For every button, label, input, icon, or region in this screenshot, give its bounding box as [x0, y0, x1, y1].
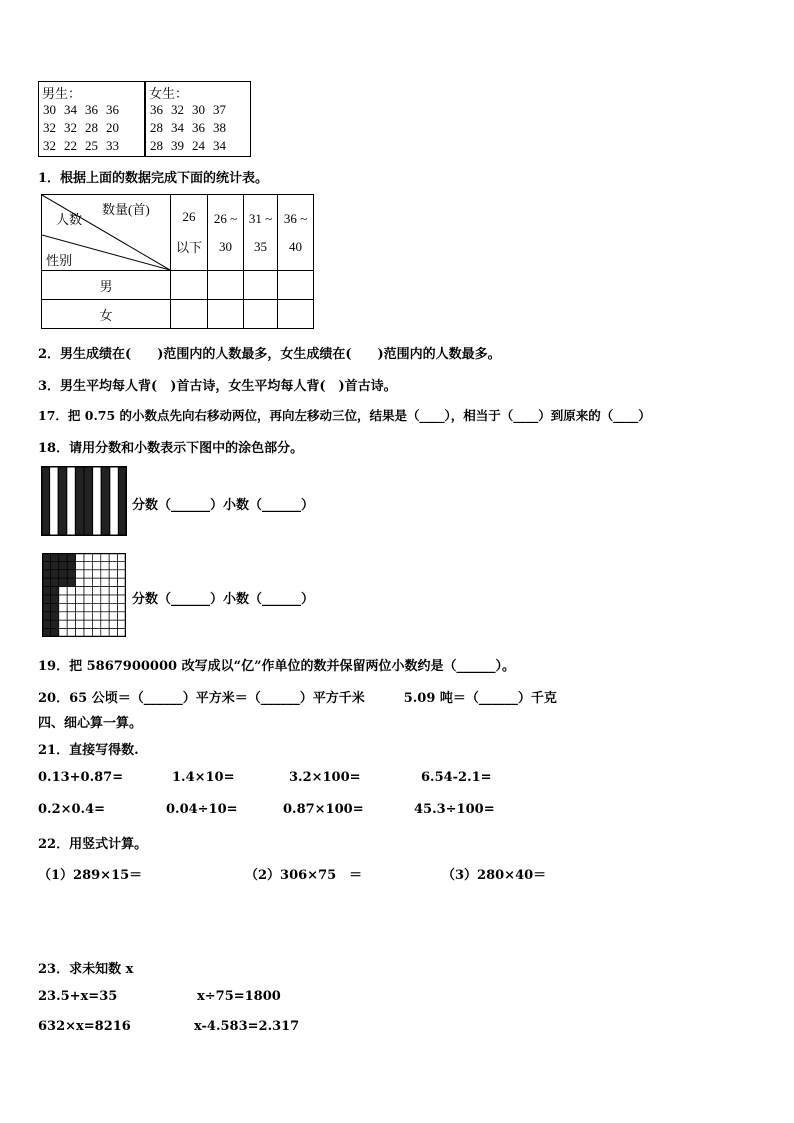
girls-score-table [146, 101, 230, 155]
grid-cell [42, 603, 50, 611]
girls-label: 女生： [149, 87, 189, 102]
grid-cell [76, 629, 84, 637]
q23-item: 632×x=8216 [38, 1019, 131, 1034]
score-cell: 36 [192, 120, 205, 135]
grid-cell [42, 629, 50, 637]
grid-cell [92, 612, 100, 620]
grid-cell [84, 595, 92, 603]
grid-cell [118, 629, 126, 637]
q22-item: （1）289×15＝ [38, 868, 143, 883]
stripe [84, 466, 93, 536]
grid-cell [118, 570, 126, 578]
col-header-3: 31 ~ 35 [244, 195, 278, 271]
score-row [146, 101, 230, 119]
grid-cell [59, 553, 67, 561]
q21-item: 6.54-2.1= [421, 770, 492, 785]
cell-empty[interactable] [171, 271, 208, 300]
grid-cell [92, 578, 100, 586]
q21-item: 3.2×100= [289, 770, 361, 785]
score-row [146, 119, 230, 137]
grid-cell [67, 570, 75, 578]
grid-cell [109, 620, 117, 628]
cell-empty[interactable] [278, 271, 314, 300]
grid-cell [76, 620, 84, 628]
q22-item: （2）306×75 ＝ [245, 868, 363, 883]
score-row [39, 137, 123, 155]
grid-cell [50, 612, 58, 620]
grid-cell [101, 629, 109, 637]
score-cell: 39 [171, 138, 184, 153]
grid-cell [76, 595, 84, 603]
q23-item: x-4.583=2.317 [194, 1019, 300, 1034]
boys-score-table [39, 101, 123, 155]
score-cell: 28 [85, 120, 98, 135]
grid-cell [59, 603, 67, 611]
question-23: 23．求未知数 x [38, 962, 134, 977]
grid-cell [76, 578, 84, 586]
grid-cell [67, 561, 75, 569]
q21-item: 0.87×100= [283, 802, 364, 817]
question-3: 3．男生平均每人背( )首古诗，女生平均每人背( )首古诗。 [38, 379, 397, 394]
grid-cell [101, 595, 109, 603]
stripe [75, 466, 84, 536]
grid-cell [67, 595, 75, 603]
grid-cell [101, 570, 109, 578]
boys-score-box [38, 81, 145, 157]
score-cell: 25 [85, 138, 98, 153]
q21-item: 0.04÷10= [166, 802, 238, 817]
grid-cell [101, 587, 109, 595]
grid-cell [84, 561, 92, 569]
grid-cell [76, 553, 84, 561]
grid-cell [42, 578, 50, 586]
grid-cell [59, 620, 67, 628]
grid-cell [109, 612, 117, 620]
score-cell: 32 [171, 102, 184, 117]
cell-empty[interactable] [244, 300, 278, 329]
cell-empty[interactable] [244, 271, 278, 300]
q21-item: 0.13+0.87= [38, 770, 124, 785]
stripe [101, 466, 110, 536]
grid-cell [42, 570, 50, 578]
row-label-boys: 男 [42, 271, 171, 300]
col-header-1: 26 以下 [171, 195, 208, 271]
q21-item: 0.2×0.4= [38, 802, 106, 817]
score-cell: 28 [150, 138, 163, 153]
stripe [50, 466, 59, 536]
grid-cell [92, 603, 100, 611]
grid-cell [59, 561, 67, 569]
grid-cell [118, 603, 126, 611]
striped-rectangle-figure [41, 466, 127, 536]
question-1: 1．根据上面的数据完成下面的统计表。 [38, 171, 269, 186]
stripe [93, 466, 102, 536]
grid-cell [109, 629, 117, 637]
q21-item: 45.3÷100= [414, 802, 495, 817]
grid-cell [42, 595, 50, 603]
grid-cell [76, 570, 84, 578]
grid-cell [42, 620, 50, 628]
grid-cell [76, 587, 84, 595]
question-2: 2．男生成绩在( )范围内的人数最多，女生成绩在( )范围内的人数最多。 [38, 347, 501, 362]
grid-cell [42, 553, 50, 561]
grid-cell [59, 587, 67, 595]
grid-cell [67, 587, 75, 595]
score-row [39, 101, 123, 119]
grid-cell [101, 620, 109, 628]
question-20: 20．65 公顷＝（______）平方米＝（______）平方千米 5.09 吨＝（______）千克 [38, 691, 557, 706]
diag-top-label: 数量(首) [102, 202, 150, 217]
grid-cell [84, 553, 92, 561]
grid-cell [101, 612, 109, 620]
grid-cell [92, 587, 100, 595]
figure-1-answer-label: 分数（______）小数（______） [132, 498, 315, 513]
score-cell: 34 [171, 120, 184, 135]
question-19: 19．把 5867900000 改写成以“亿”作单位的数并保留两位小数约是（______）。 [38, 659, 516, 674]
grid-cell [92, 629, 100, 637]
grid-cell [50, 587, 58, 595]
grid-cell [67, 629, 75, 637]
score-cell: 34 [213, 138, 226, 153]
cell-empty[interactable] [208, 271, 244, 300]
score-cell: 34 [64, 102, 77, 117]
grid-cell [84, 629, 92, 637]
stripe [67, 466, 76, 536]
grid-cell [67, 612, 75, 620]
score-cell: 28 [150, 120, 163, 135]
grid-cell [50, 603, 58, 611]
score-cell: 30 [43, 102, 56, 117]
grid-cell [59, 629, 67, 637]
grid-cell [84, 570, 92, 578]
grid-cell [76, 603, 84, 611]
row-label-girls: 女 [42, 300, 171, 329]
grid-cell [101, 578, 109, 586]
diagonal-header-cell [42, 195, 171, 271]
grid-cell [109, 570, 117, 578]
grid-cell [118, 620, 126, 628]
grid-cell [92, 620, 100, 628]
score-cell: 37 [213, 102, 226, 117]
grid-cell [50, 553, 58, 561]
score-cell: 36 [106, 102, 119, 117]
question-18: 18．请用分数和小数表示下图中的涂色部分。 [38, 441, 304, 456]
score-cell: 32 [43, 138, 56, 153]
stripe [110, 466, 119, 536]
grid-cell [50, 629, 58, 637]
grid-cell [84, 620, 92, 628]
grid-cell [84, 578, 92, 586]
grid-cell [92, 553, 100, 561]
score-cell: 20 [106, 120, 119, 135]
figure-2-answer-label: 分数（______）小数（______） [132, 592, 315, 607]
score-cell: 32 [64, 120, 77, 135]
q23-item: 23.5+x=35 [38, 989, 118, 1004]
grid-cell [118, 578, 126, 586]
grid-cell [42, 612, 50, 620]
score-cell: 33 [106, 138, 119, 153]
question-21: 21．直接写得数. [38, 743, 139, 758]
grid-cell [59, 612, 67, 620]
score-cell: 22 [64, 138, 77, 153]
grid-cell [109, 561, 117, 569]
grid-cell [67, 620, 75, 628]
score-row [39, 119, 123, 137]
grid-cell [109, 578, 117, 586]
grid-cell [118, 553, 126, 561]
grid-cell [84, 587, 92, 595]
grid-cell [101, 553, 109, 561]
cell-empty[interactable] [208, 300, 244, 329]
girls-score-box [145, 81, 251, 157]
grid-cell [67, 603, 75, 611]
grid-cell [84, 612, 92, 620]
diag-bottom-label: 性别 [46, 253, 73, 268]
grid-cell [118, 587, 126, 595]
grid-cell [50, 570, 58, 578]
score-cell: 36 [150, 102, 163, 117]
question-17: 17．把 0.75 的小数点先向右移动两位，再向左移动三位，结果是（____），相当于（____）到原来的（____） [38, 408, 651, 423]
section-4-heading: 四、细心算一算。 [38, 716, 143, 731]
grid-cell [42, 587, 50, 595]
question-22: 22．用竖式计算。 [38, 837, 148, 852]
stripe [58, 466, 67, 536]
grid-cell [118, 561, 126, 569]
grid-cell [50, 620, 58, 628]
grid-cell [76, 612, 84, 620]
score-cell: 38 [213, 120, 226, 135]
q23-item: x÷75=1800 [197, 989, 281, 1004]
grid-cell [84, 603, 92, 611]
statistics-table [41, 194, 314, 329]
cell-empty[interactable] [278, 300, 314, 329]
grid-cell [109, 587, 117, 595]
boys-label: 男生： [42, 87, 82, 102]
grid-cell [59, 578, 67, 586]
grid-cell [42, 561, 50, 569]
grid-cell [118, 595, 126, 603]
score-cell: 36 [85, 102, 98, 117]
grid-cell [59, 570, 67, 578]
grid-cell [109, 595, 117, 603]
col-header-2: 26 ~ 30 [208, 195, 244, 271]
grid-cell [67, 578, 75, 586]
grid-cell [109, 603, 117, 611]
cell-empty[interactable] [171, 300, 208, 329]
grid-cell [50, 595, 58, 603]
grid-cell [67, 553, 75, 561]
score-cell: 32 [43, 120, 56, 135]
col-header-4: 36 ~ 40 [278, 195, 314, 271]
grid-cell [109, 553, 117, 561]
grid-square-figure [42, 553, 126, 637]
grid-cell [50, 578, 58, 586]
grid-cell [92, 561, 100, 569]
grid-cell [50, 561, 58, 569]
grid-cell [76, 561, 84, 569]
grid-cell [92, 595, 100, 603]
score-cell: 30 [192, 102, 205, 117]
grid-cell [101, 561, 109, 569]
score-row [146, 137, 230, 155]
q22-item: （3）280×40＝ [442, 868, 547, 883]
grid-cell [59, 595, 67, 603]
q21-item: 1.4×10= [172, 770, 235, 785]
score-cell: 24 [192, 138, 205, 153]
grid-cell [101, 603, 109, 611]
grid-cell [92, 570, 100, 578]
grid-cell [118, 612, 126, 620]
diag-mid-label: 人数 [56, 212, 83, 227]
